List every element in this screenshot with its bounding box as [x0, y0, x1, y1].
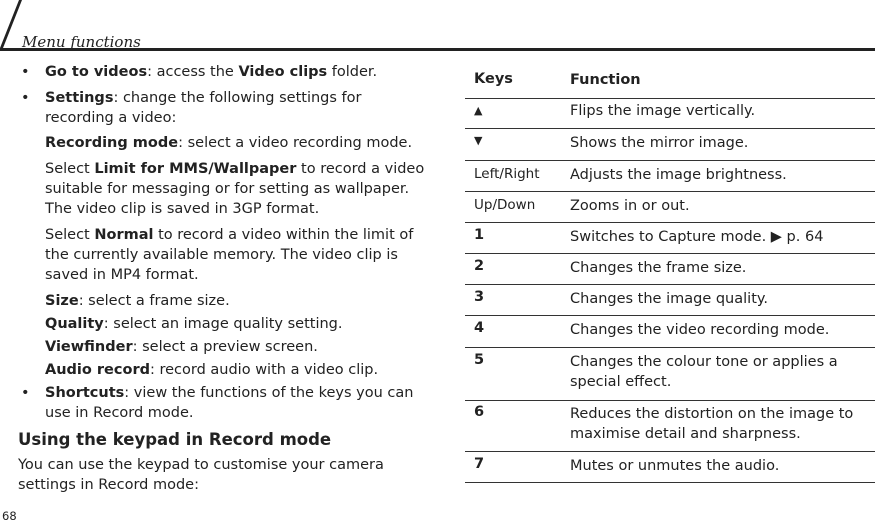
key-flip-down-icon: ▼ [474, 134, 483, 147]
key-cell: 7 [474, 456, 485, 472]
function-cell: Flips the image vertically. [570, 103, 756, 119]
function-cell: Switches to Capture mode. ▶ p. 64 [570, 229, 824, 245]
key-cell: 3 [474, 289, 485, 305]
bullet-shortcuts: • Shortcuts: view the functions of the keys you can use in Record mode. [21, 385, 414, 421]
table-row [465, 129, 875, 161]
bullet-dot: • [21, 90, 30, 106]
key-cell: 4 [474, 320, 485, 336]
normal-text: Select Normal to record a video within the limit of the currently available memory. The video clip is saved in MP4 format. [45, 227, 414, 283]
function-cell: Mutes or unmutes the audio. [570, 458, 780, 474]
keys-table [465, 68, 875, 483]
table-row [465, 452, 875, 483]
key-flip-up-icon: ▲ [474, 104, 483, 117]
section-heading: Using the keypad in Record mode [18, 430, 332, 449]
function-cell: Reduces the distortion on the image to maximise detail and sharpness. [570, 406, 854, 442]
table-row [465, 348, 875, 401]
left-column [18, 60, 428, 495]
function-cell: Zooms in or out. [570, 198, 690, 214]
keys-header: Keys [474, 71, 513, 87]
table-row [465, 254, 875, 285]
key-cell: 5 [474, 352, 485, 368]
bullet-dot: • [21, 64, 30, 80]
limit-mms-text: Select Limit for MMS/Wallpaper to record a video suitable for messaging or for setting as wallpaper. The video clip is saved in 3GP format. [45, 161, 425, 217]
key-cell: Up/Down [474, 197, 536, 213]
table-row [465, 401, 875, 452]
bullet-dot: • [21, 385, 30, 401]
quality-text: Quality: select an image quality setting. [45, 316, 343, 332]
table-row [465, 161, 875, 192]
table-row [465, 285, 875, 316]
key-cell: 1 [474, 227, 485, 243]
function-cell: Changes the image quality. [570, 291, 769, 307]
function-cell: Changes the video recording mode. [570, 322, 830, 338]
key-cell: 2 [474, 258, 485, 274]
table-row [465, 316, 875, 348]
bullet-go-to-videos: • Go to videos: access the Video clips folder. [21, 64, 378, 80]
running-header: Menu functions [22, 33, 141, 51]
table-row [465, 99, 875, 129]
audio-record-text: Audio record: record audio with a video clip. [45, 362, 379, 378]
size-text: Size: select a frame size. [45, 293, 230, 309]
function-cell: Shows the mirror image. [570, 135, 749, 151]
table-row [465, 223, 875, 254]
table-header-row [465, 68, 875, 99]
key-cell: Left/Right [474, 166, 540, 182]
table-row [465, 192, 875, 223]
recording-mode-text: Recording mode: select a video recording mode. [45, 135, 413, 151]
intro-text: You can use the keypad to customise your camera settings in Record mode: [18, 457, 384, 493]
function-header: Function [570, 72, 641, 88]
function-cell: Changes the colour tone or applies a special effect. [570, 354, 838, 390]
function-cell: Changes the frame size. [570, 260, 747, 276]
key-cell: 6 [474, 404, 485, 420]
function-cell: Adjusts the image brightness. [570, 167, 787, 183]
viewfinder-text: Viewfinder: select a preview screen. [45, 339, 318, 355]
page-number: 68 [2, 509, 17, 523]
bullet-settings: • Settings: change the following settings for recording a video: [21, 90, 362, 126]
